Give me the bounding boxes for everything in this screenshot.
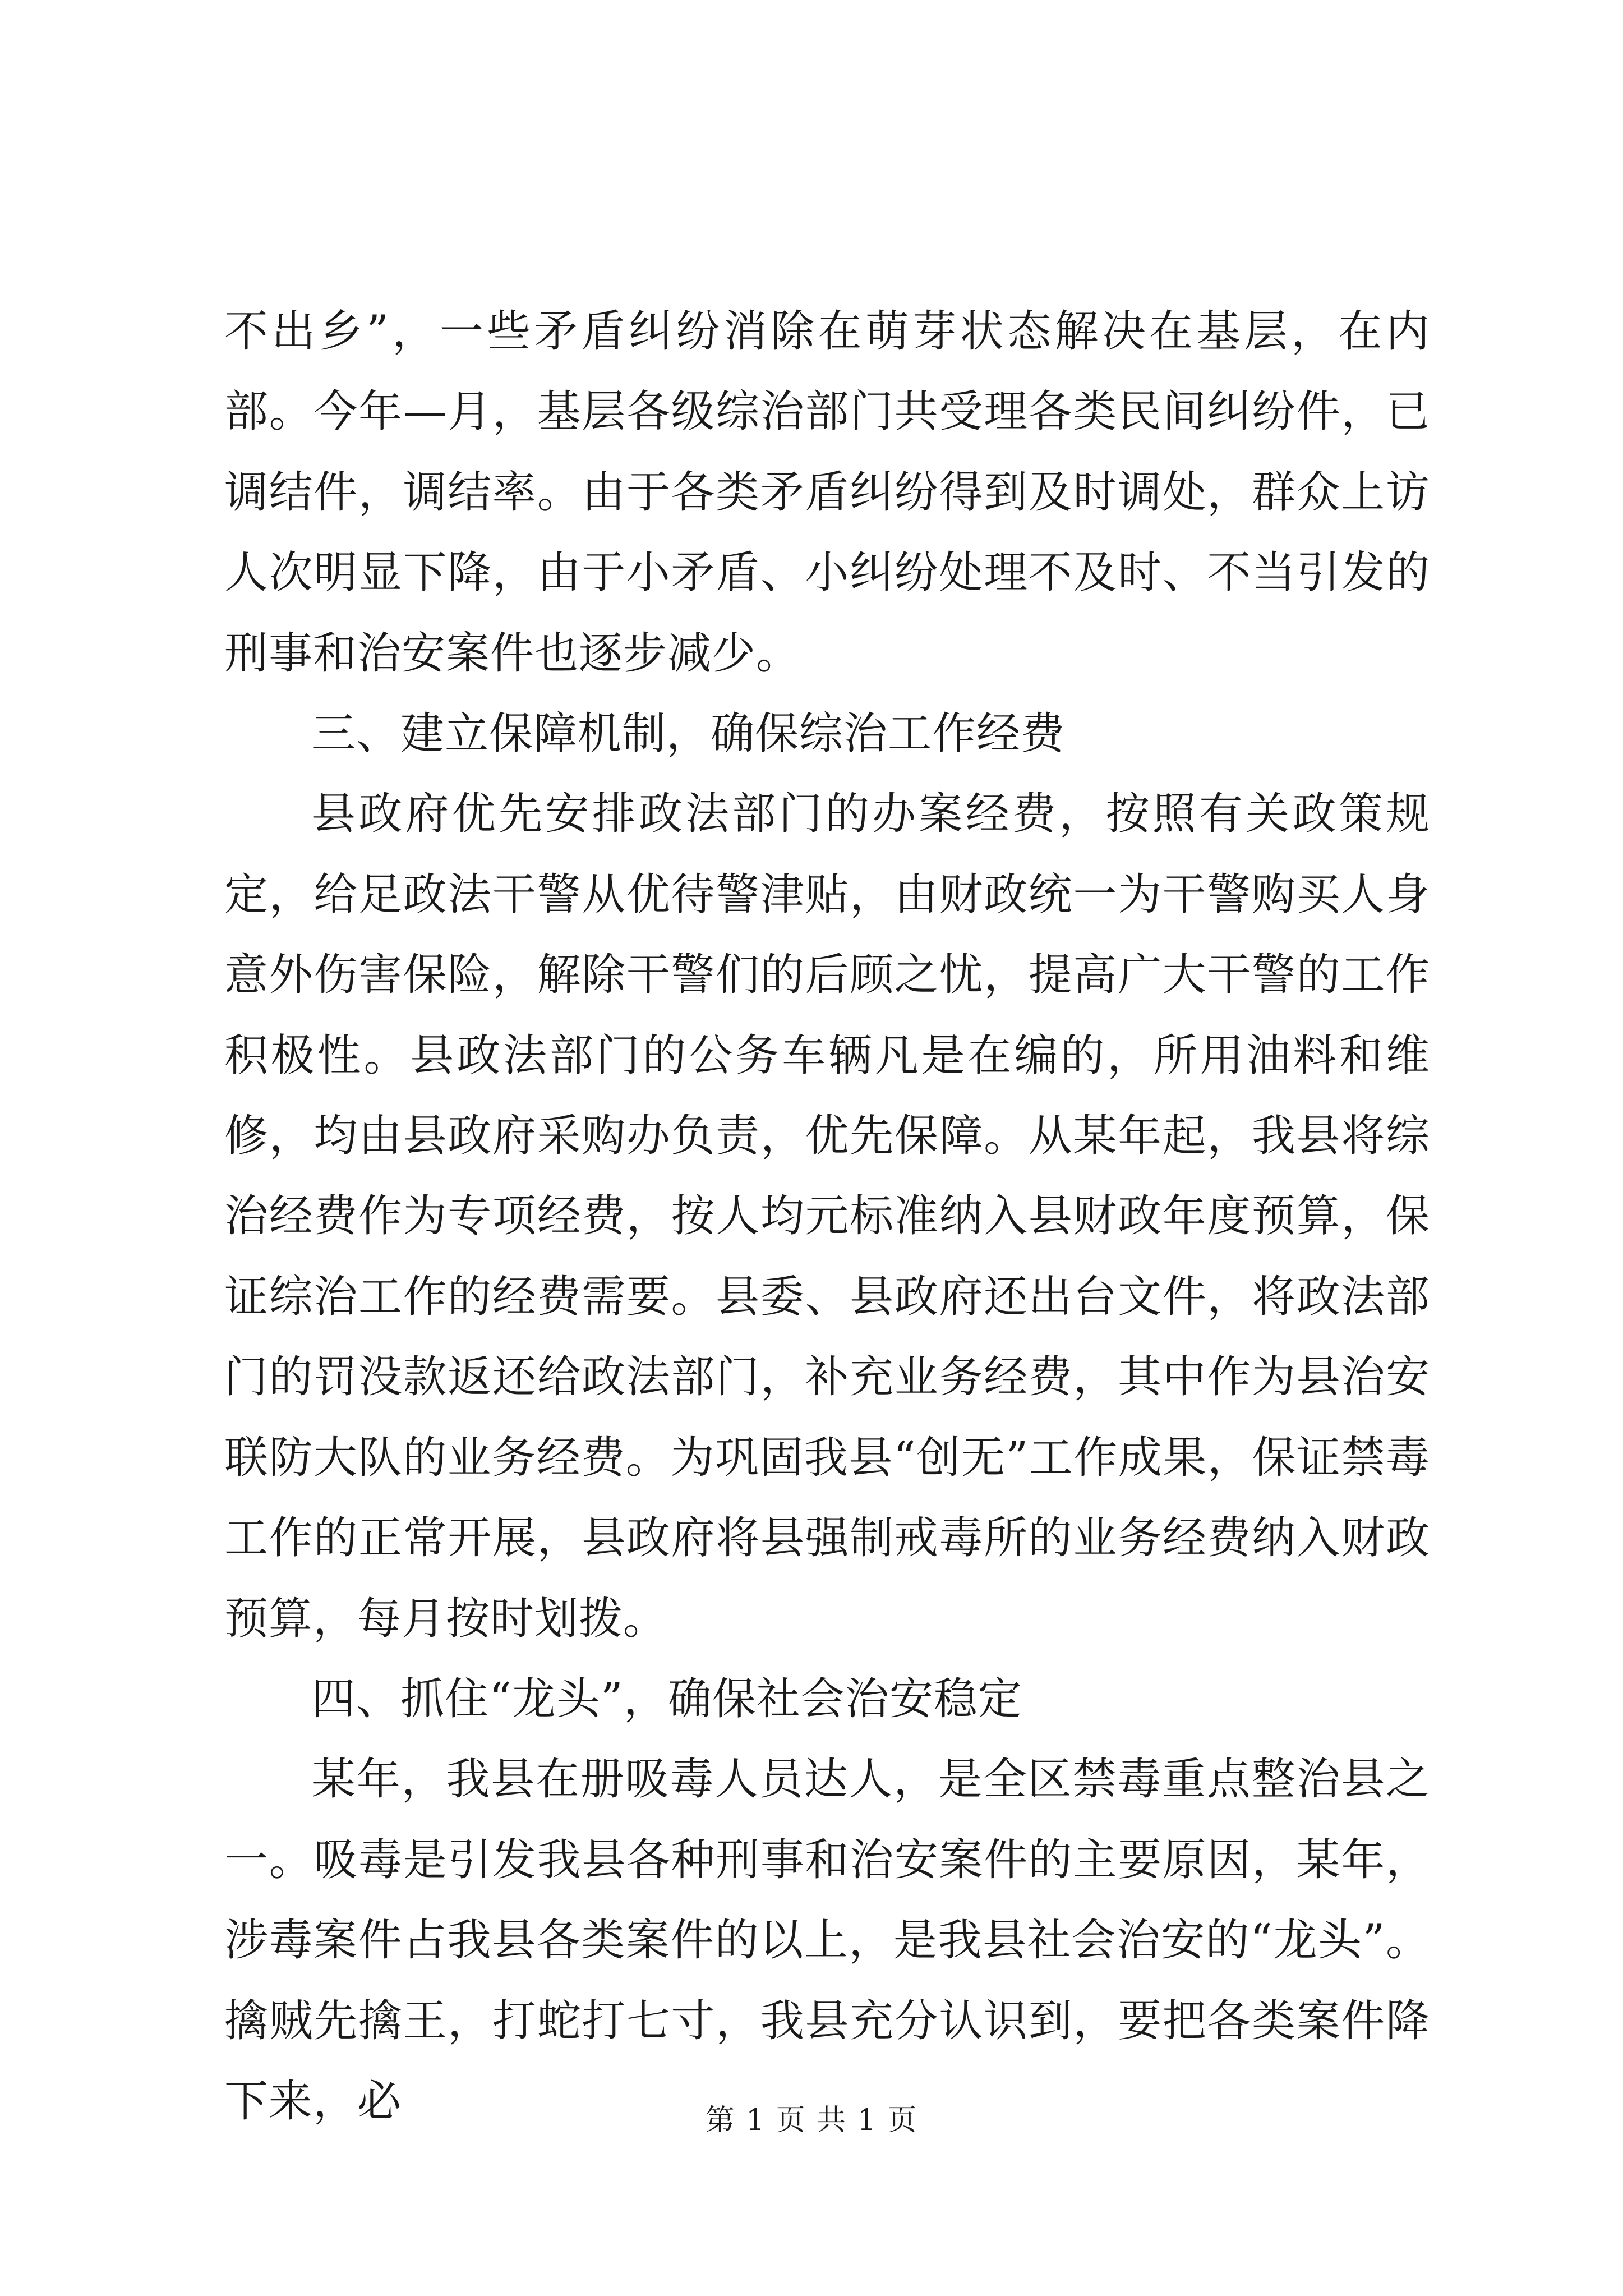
section-heading-4: 四、抓住“龙头”，确保社会治安稳定: [312, 1673, 1022, 1724]
document-body: [224, 292, 1430, 2142]
page-footer: 第 1 页 共 1 页: [705, 2104, 918, 2137]
paragraph-funding: 县政府优先安排政法部门的办案经费，按照有关政策规定，给足政法干警从优待警津贴，由财政统一为干警购买人身意外伤害保险，解除干警们的后顾之忧，提高广大干警的工作积极性。县政法部门的公务车辆凡是在编的，所用油料和维修，均由县政府采购办负责，优先保障。从某年起，我县将综治经费作为专项经费，按人均元标准纳入县财政年度预算，保证综治工作的经费需要。县委、县政府还出台文件，将政法部门的罚没款返还给政法部门，补充业务经费，其中作为县治安联防大队的业务经费。为巩固我县“创无”工作成果，保证禁毒工作的正常开展，县政府将县强制戒毒所的业务经费纳入财政预算，每月按时划拨。: [224, 789, 1430, 1644]
section-heading-3: 三、建立保障机制，确保综治工作经费: [312, 708, 1066, 760]
paragraph-drug-control: 某年，我县在册吸毒人员达人，是全区禁毒重点整治县之一。吸毒是引发我县各种刑事和治安案件的主要原因，某年，涉毒案件占我县各类案件的以上，是我县社会治安的“龙头”。擒贼先擒王，打蛇打七寸，我县充分认识到，要把各类案件降下来，必: [224, 1754, 1430, 2127]
paragraph-continuation: 不出乡”，一些矛盾纠纷消除在萌芽状态解决在基层，在内部。今年—月，基层各级综治部门共受理各类民间纠纷件，已调结件，调结率。由于各类矛盾纠纷得到及时调处，群众上访人次明显下降，由于小矛盾、小纠纷处理不及时、不当引发的刑事和治安案件也逐步减少。: [224, 306, 1430, 679]
